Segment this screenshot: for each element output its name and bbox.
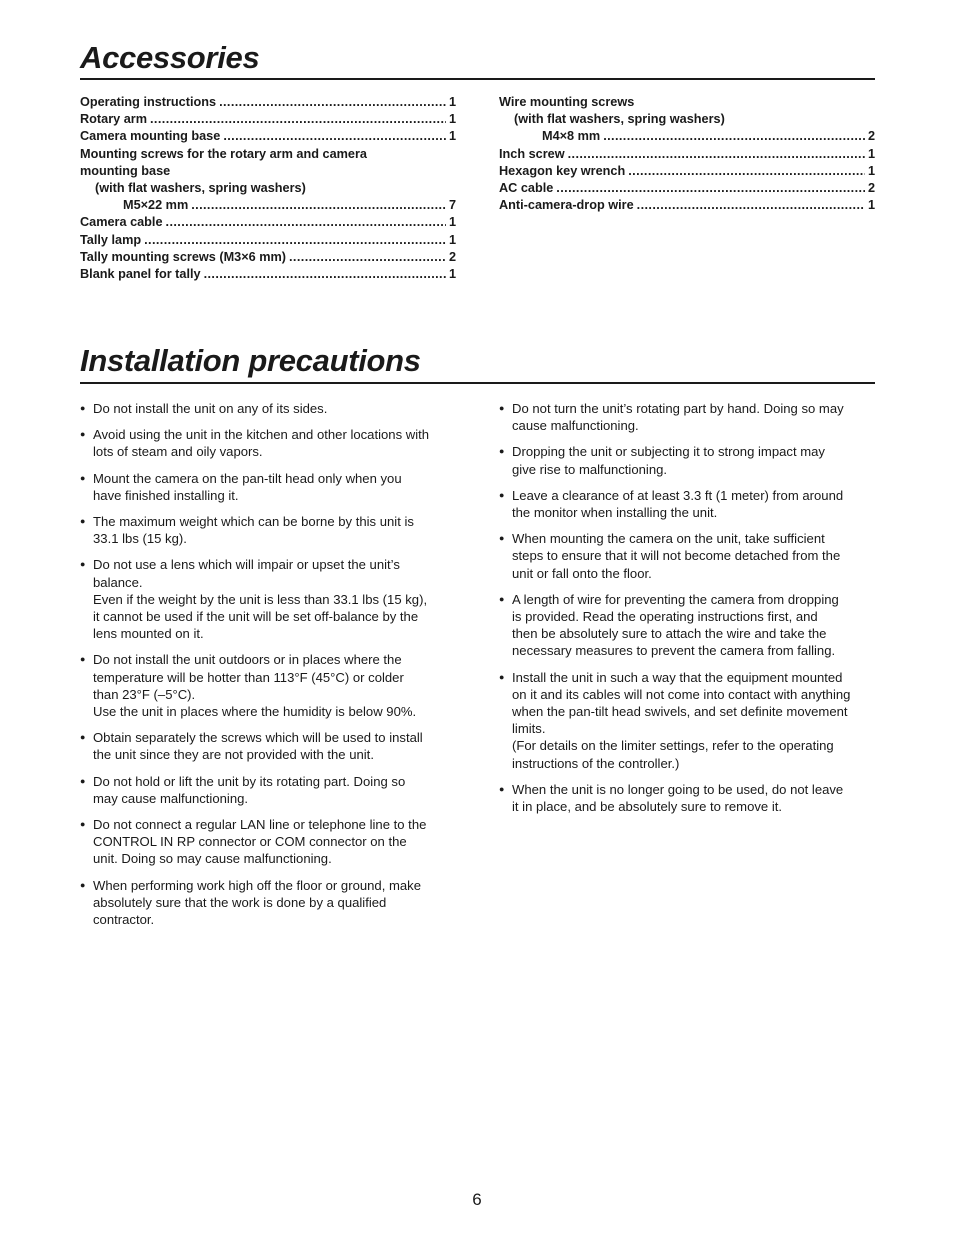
precaution-text: When the unit is no longer going to be used, do not leave bbox=[512, 781, 844, 797]
accessory-item bbox=[80, 111, 456, 128]
accessory-name: Operating instructions bbox=[80, 95, 217, 109]
accessory-group-heading: mounting base bbox=[80, 163, 171, 178]
accessory-item bbox=[499, 146, 875, 163]
precaution-item bbox=[80, 816, 456, 868]
accessory-quantity: 1 bbox=[448, 266, 456, 281]
accessory-item bbox=[80, 214, 456, 231]
leader-dots bbox=[191, 197, 446, 214]
leader-dots bbox=[223, 128, 446, 145]
precaution-text: Mount the camera on the pan-tilt head only when you bbox=[93, 470, 402, 486]
bullet-icon: ● bbox=[80, 472, 86, 483]
accessory-item bbox=[499, 163, 875, 180]
accessory-item bbox=[499, 128, 875, 145]
accessory-item bbox=[80, 266, 456, 283]
bullet-icon: ● bbox=[499, 593, 505, 604]
leader-dots bbox=[289, 249, 446, 266]
precaution-text: Install the unit in such a way that the equipment mounted bbox=[512, 669, 843, 685]
precaution-item bbox=[80, 729, 456, 763]
accessory-name: Hexagon key wrench bbox=[499, 163, 626, 178]
accessory-quantity: 2 bbox=[867, 180, 875, 195]
precaution-item bbox=[499, 669, 875, 772]
bullet-icon: ● bbox=[80, 559, 86, 570]
accessory-name: Tally lamp bbox=[80, 232, 142, 247]
precaution-text: give rise to malfunctioning. bbox=[512, 461, 668, 477]
bullet-icon: ● bbox=[80, 516, 86, 527]
accessory-name: Camera cable bbox=[80, 215, 163, 230]
precaution-text: Do not install the unit outdoors or in places where the bbox=[93, 652, 402, 668]
accessory-name: Tally mounting screws (M3×6 mm) bbox=[80, 249, 286, 264]
precaution-text: The maximum weight which can be borne by this unit is bbox=[93, 514, 414, 530]
bullet-icon: ● bbox=[80, 775, 86, 786]
precaution-text: instructions of the controller.) bbox=[512, 755, 680, 771]
precaution-text: have finished installing it. bbox=[93, 487, 239, 503]
accessory-quantity: 1 bbox=[448, 112, 456, 127]
bullet-icon: ● bbox=[499, 671, 505, 682]
accessory-quantity: 2 bbox=[448, 249, 456, 264]
precaution-text: Obtain separately the screws which will be used to install bbox=[93, 730, 423, 746]
accessory-quantity: 1 bbox=[448, 215, 456, 230]
precaution-item bbox=[80, 426, 456, 460]
precaution-text: temperature will be hotter than 113°F (45°C) or colder bbox=[93, 669, 404, 685]
accessory-name: Anti-camera-drop wire bbox=[499, 198, 634, 213]
accessory-name: Inch screw bbox=[499, 146, 565, 161]
leader-dots bbox=[219, 94, 446, 111]
precaution-text: When performing work high off the floor or ground, make bbox=[93, 877, 421, 893]
accessory-group-heading: Mounting screws for the rotary arm and camera bbox=[80, 146, 367, 161]
accessory-item bbox=[80, 232, 456, 249]
precaution-text: Dropping the unit or subjecting it to strong impact may bbox=[512, 444, 825, 460]
accessories-divider bbox=[80, 78, 875, 80]
bullet-icon: ● bbox=[80, 879, 86, 890]
precaution-item bbox=[499, 487, 875, 521]
accessories-list-left bbox=[80, 94, 456, 283]
accessory-quantity: 2 bbox=[867, 129, 875, 144]
accessory-group-heading: Wire mounting screws bbox=[499, 95, 635, 109]
precaution-text: it cannot be used if the unit will be set off-balance by the bbox=[93, 609, 419, 625]
precaution-text: lens mounted on it. bbox=[93, 626, 204, 642]
accessory-quantity: 7 bbox=[448, 198, 456, 213]
leader-dots bbox=[628, 163, 865, 180]
accessory-note: (with flat washers, spring washers) bbox=[95, 180, 306, 195]
accessory-item bbox=[499, 197, 875, 214]
precaution-item bbox=[80, 877, 456, 929]
precaution-text: When mounting the camera on the unit, take sufficient bbox=[512, 531, 825, 547]
precaution-text: Do not install the unit on any of its sides. bbox=[93, 401, 328, 416]
precaution-text: Use the unit in places where the humidity is below 90%. bbox=[93, 704, 417, 720]
bullet-icon: ● bbox=[80, 403, 86, 413]
accessory-name: Camera mounting base bbox=[80, 129, 221, 144]
precaution-text: unit. Doing so may cause malfunctioning. bbox=[93, 851, 332, 867]
leader-dots bbox=[603, 128, 865, 145]
accessory-item bbox=[499, 180, 875, 197]
leader-dots bbox=[144, 232, 446, 249]
accessory-quantity: 1 bbox=[448, 95, 456, 109]
precautions-divider bbox=[80, 382, 875, 384]
precaution-item bbox=[499, 530, 875, 582]
precaution-item bbox=[80, 513, 456, 547]
precaution-item bbox=[80, 773, 456, 807]
precaution-text: Do not hold or lift the unit by its rotating part. Doing so bbox=[93, 773, 406, 789]
precaution-text: steps to ensure that it will not become detached from the bbox=[512, 548, 841, 564]
precaution-item bbox=[80, 651, 456, 720]
accessory-quantity: 1 bbox=[867, 146, 875, 161]
precaution-text: absolutely sure that the work is done by a qualified bbox=[93, 894, 387, 910]
precaution-text: may cause malfunctioning. bbox=[93, 790, 249, 806]
precaution-text: CONTROL IN RP connector or COM connector on the bbox=[93, 834, 407, 850]
accessory-quantity: 1 bbox=[867, 198, 875, 213]
precaution-text: Do not connect a regular LAN line or telephone line to the bbox=[93, 817, 427, 833]
bullet-icon: ● bbox=[499, 783, 505, 794]
bullet-icon: ● bbox=[80, 654, 86, 665]
accessory-quantity: 1 bbox=[867, 163, 875, 178]
precaution-text: then be absolutely sure to attach the wire and take the bbox=[512, 626, 827, 642]
precaution-text: the monitor when installing the unit. bbox=[512, 505, 718, 521]
precaution-text: Even if the weight by the unit is less than 33.1 lbs (15 kg), bbox=[93, 591, 428, 607]
precaution-text: Do not use a lens which will impair or upset the unit’s bbox=[93, 557, 400, 573]
precaution-text: Leave a clearance of at least 3.3 ft (1 meter) from around bbox=[512, 487, 844, 503]
bullet-icon: ● bbox=[80, 819, 86, 830]
precaution-text: balance. bbox=[93, 574, 143, 590]
precautions-title: Installation precautions bbox=[80, 343, 421, 378]
accessories-list-right bbox=[499, 94, 875, 214]
precaution-item bbox=[499, 591, 875, 660]
accessory-item bbox=[80, 94, 456, 111]
bullet-icon: ● bbox=[499, 446, 505, 457]
precaution-text: than 23°F (–5°C). bbox=[93, 686, 196, 702]
accessory-note: (with flat washers, spring washers) bbox=[514, 112, 725, 127]
accessories-title: Accessories bbox=[80, 40, 260, 75]
accessory-name: M4×8 mm bbox=[542, 129, 601, 144]
precaution-item bbox=[80, 470, 456, 504]
precaution-text: unit or fall onto the floor. bbox=[512, 565, 652, 581]
accessory-name: M5×22 mm bbox=[123, 198, 189, 213]
precaution-text: (For details on the limiter settings, refer to the operating bbox=[512, 738, 834, 754]
precaution-item bbox=[499, 443, 875, 477]
precaution-text: A length of wire for preventing the camera from dropping bbox=[512, 591, 839, 607]
leader-dots bbox=[166, 214, 446, 231]
accessory-item bbox=[80, 197, 456, 214]
bullet-icon: ● bbox=[499, 403, 505, 413]
accessory-quantity: 1 bbox=[448, 232, 456, 247]
leader-dots bbox=[556, 180, 865, 197]
accessory-item bbox=[80, 249, 456, 266]
precaution-text: Avoid using the unit in the kitchen and other locations with bbox=[93, 427, 430, 443]
precaution-text: lots of steam and oily vapors. bbox=[93, 444, 263, 460]
accessory-name: AC cable bbox=[499, 180, 554, 195]
precaution-item bbox=[80, 400, 456, 417]
precaution-text: is provided. Read the operating instructions first, and bbox=[512, 609, 818, 625]
precaution-text: 33.1 lbs (15 kg). bbox=[93, 531, 187, 547]
precaution-text: the unit since they are not provided with the unit. bbox=[93, 747, 374, 763]
bullet-icon: ● bbox=[80, 429, 86, 440]
precaution-text: contractor. bbox=[93, 912, 155, 928]
accessory-quantity: 1 bbox=[448, 129, 456, 144]
precaution-text: when the pan-tilt head swivels, and set definite movement bbox=[512, 704, 848, 720]
precaution-item bbox=[80, 556, 456, 642]
leader-dots bbox=[150, 111, 446, 128]
precaution-text: limits. bbox=[512, 721, 546, 737]
bullet-icon: ● bbox=[80, 732, 86, 743]
bullet-icon: ● bbox=[499, 533, 505, 544]
page-number: 6 bbox=[472, 1190, 482, 1209]
leader-dots bbox=[204, 266, 446, 283]
leader-dots bbox=[568, 146, 865, 163]
bullet-icon: ● bbox=[499, 489, 505, 500]
precaution-text: cause malfunctioning. bbox=[512, 418, 639, 434]
accessory-name: Rotary arm bbox=[80, 112, 147, 127]
precaution-text: necessary measures to prevent the camera from falling. bbox=[512, 643, 836, 659]
precautions-list-left bbox=[80, 400, 456, 937]
precautions-list-right bbox=[499, 400, 875, 824]
precaution-item bbox=[499, 781, 875, 815]
precaution-text: it in place, and be absolutely sure to remove it. bbox=[512, 799, 783, 815]
accessory-name: Blank panel for tally bbox=[80, 266, 201, 281]
precaution-text: on it and its cables will not come into contact with anything bbox=[512, 686, 851, 702]
precaution-item bbox=[499, 400, 875, 434]
accessory-item bbox=[80, 128, 456, 145]
leader-dots bbox=[637, 197, 865, 214]
precaution-text: Do not turn the unit’s rotating part by hand. Doing so may bbox=[512, 401, 844, 416]
